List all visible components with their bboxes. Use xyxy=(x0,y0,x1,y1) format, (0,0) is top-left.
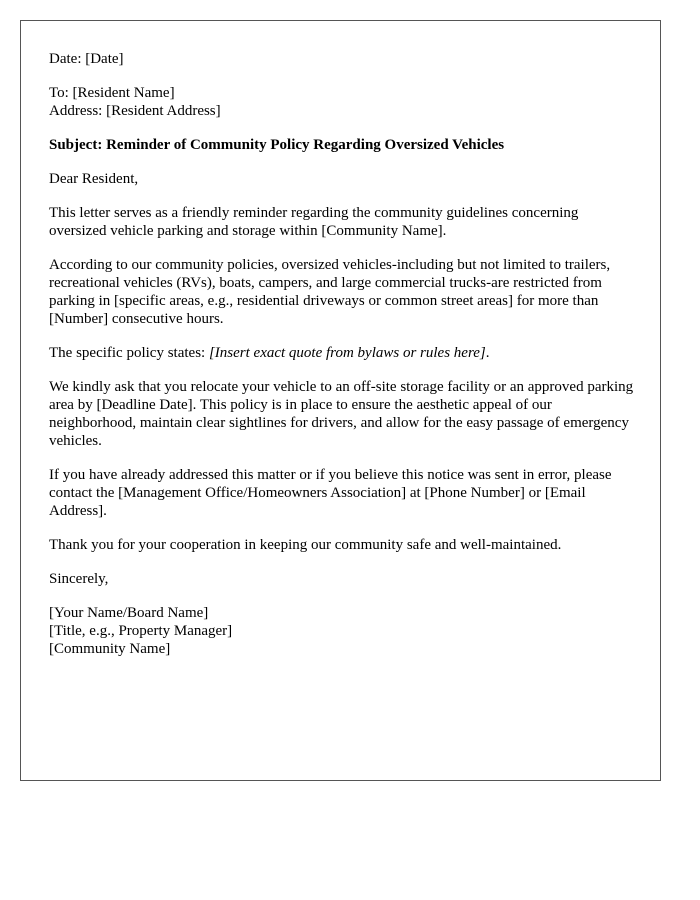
quote-prefix: The specific policy states: xyxy=(49,345,209,361)
signer-community: [Community Name] xyxy=(49,641,171,657)
paragraph-request: We kindly ask that you relocate your vehicle to an off-site storage facility or an approved parking area by [Deadline Date]. This policy is in place to ensure the aesthetic appeal of our neighborhood, maintain clear sightlines for drivers, and allow for the easy passage of emergency vehicles. xyxy=(49,379,634,449)
recipient-name: To: [Resident Name] xyxy=(49,85,175,101)
salutation: Dear Resident, xyxy=(49,171,139,187)
signature-block xyxy=(49,604,639,658)
subject-line: Subject: Reminder of Community Policy Regarding Oversized Vehicles xyxy=(49,137,505,153)
quote-suffix: . xyxy=(485,345,490,361)
date-line: Date: [Date] xyxy=(49,51,124,67)
recipient-address: Address: [Resident Address] xyxy=(49,103,221,119)
recipient-block xyxy=(49,84,639,120)
paragraph-contact: If you have already addressed this matter or if you believe this notice was sent in error, please contact the [Management Office/Homeowners Association] at [Phone Number] or [Email Address]. xyxy=(49,467,612,519)
paragraph-policy: According to our community policies, oversized vehicles-including but not limited to trailers, recreational vehicles (RVs), boats, campers, and large commercial trucks-are restricted from parking in [specific areas, e.g., residential driveways or common street areas] for more than [Number] consecutive hours. xyxy=(49,257,611,327)
signer-title: [Title, e.g., Property Manager] xyxy=(49,623,233,639)
signer-name: [Your Name/Board Name] xyxy=(49,605,209,621)
policy-quote: [Insert exact quote from bylaws or rules here] xyxy=(208,345,486,361)
paragraph-quote xyxy=(49,344,639,362)
closing: Sincerely, xyxy=(49,571,109,587)
paragraph-intro: This letter serves as a friendly reminder regarding the community guidelines concerning oversized vehicle parking and storage within [Community Name]. xyxy=(49,205,579,239)
paragraph-thanks: Thank you for your cooperation in keeping our community safe and well-maintained. xyxy=(49,537,562,553)
letter xyxy=(20,20,661,781)
